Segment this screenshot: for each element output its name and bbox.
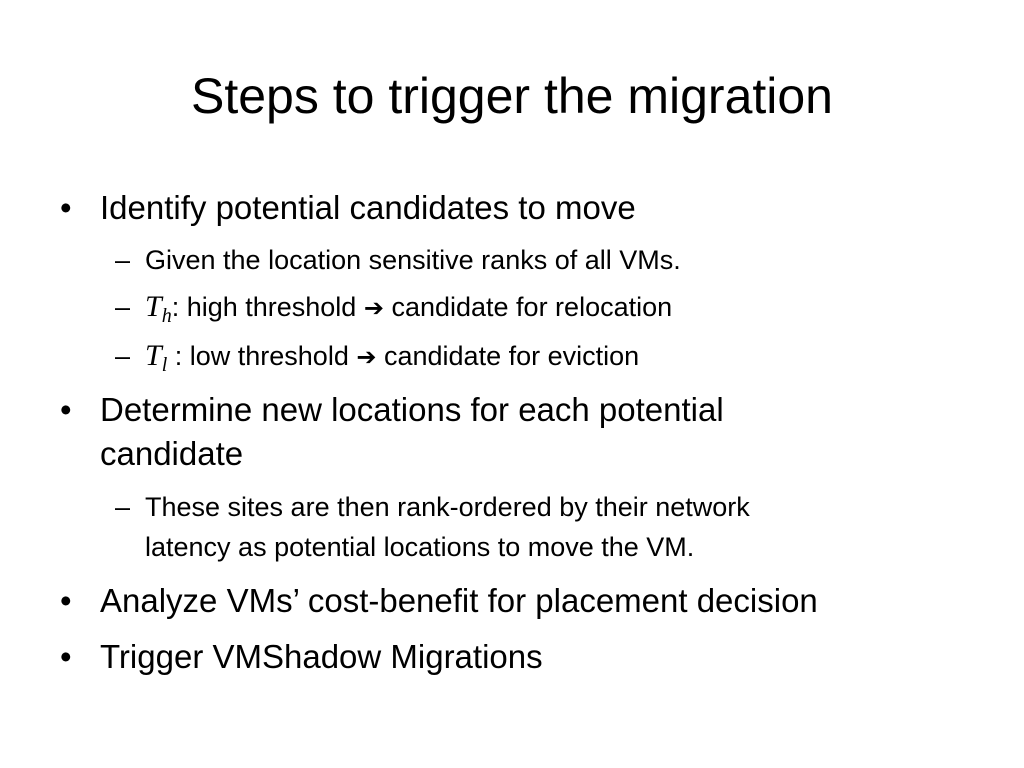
bullet-text: Analyze VMs’ cost-benefit for placement decision xyxy=(100,582,818,619)
bullet-marker: • xyxy=(60,582,72,619)
right-arrow-icon: ➔ xyxy=(356,343,377,371)
threshold-high-symbol: $T_h$ xyxy=(145,290,172,327)
dash-marker: – xyxy=(115,292,131,322)
sub-bullet-result: candidate for eviction xyxy=(383,341,640,371)
bullet-text-line: Determine new locations for each potential xyxy=(100,391,724,428)
sub-bullet-text: : low threshold xyxy=(167,341,349,371)
slide-title: Steps to trigger the migration xyxy=(191,68,833,124)
dash-marker: – xyxy=(115,245,131,275)
sub-bullet-item xyxy=(115,336,935,377)
bullet-item xyxy=(60,388,980,476)
bullet-item xyxy=(60,579,980,623)
sub-bullet-item xyxy=(115,487,935,567)
sub-bullet-text: Given the location sensitive ranks of all VMs. xyxy=(145,245,681,275)
bullet-item xyxy=(60,635,980,679)
sub-bullet-text: : high threshold xyxy=(171,292,357,322)
sub-bullet-text-line: latency as potential locations to move the VM. xyxy=(145,532,695,562)
bullet-marker: • xyxy=(60,189,72,226)
bullet-marker: • xyxy=(60,391,72,428)
bullet-marker: • xyxy=(60,638,72,675)
dash-marker: – xyxy=(115,492,131,522)
sub-bullet-item xyxy=(115,240,935,280)
bullet-text: Trigger VMShadow Migrations xyxy=(100,638,543,675)
threshold-low-symbol: $T_l$ xyxy=(145,339,168,376)
bullet-item xyxy=(60,186,980,230)
bullet-text: Identify potential candidates to move xyxy=(100,189,636,226)
sub-bullet-text-line: These sites are then rank-ordered by their network xyxy=(145,492,750,522)
bullet-text-line: candidate xyxy=(100,435,244,472)
dash-marker: – xyxy=(115,341,131,371)
sub-bullet-item xyxy=(115,287,935,328)
right-arrow-icon: ➔ xyxy=(363,294,384,322)
sub-bullet-result: candidate for relocation xyxy=(391,292,673,322)
